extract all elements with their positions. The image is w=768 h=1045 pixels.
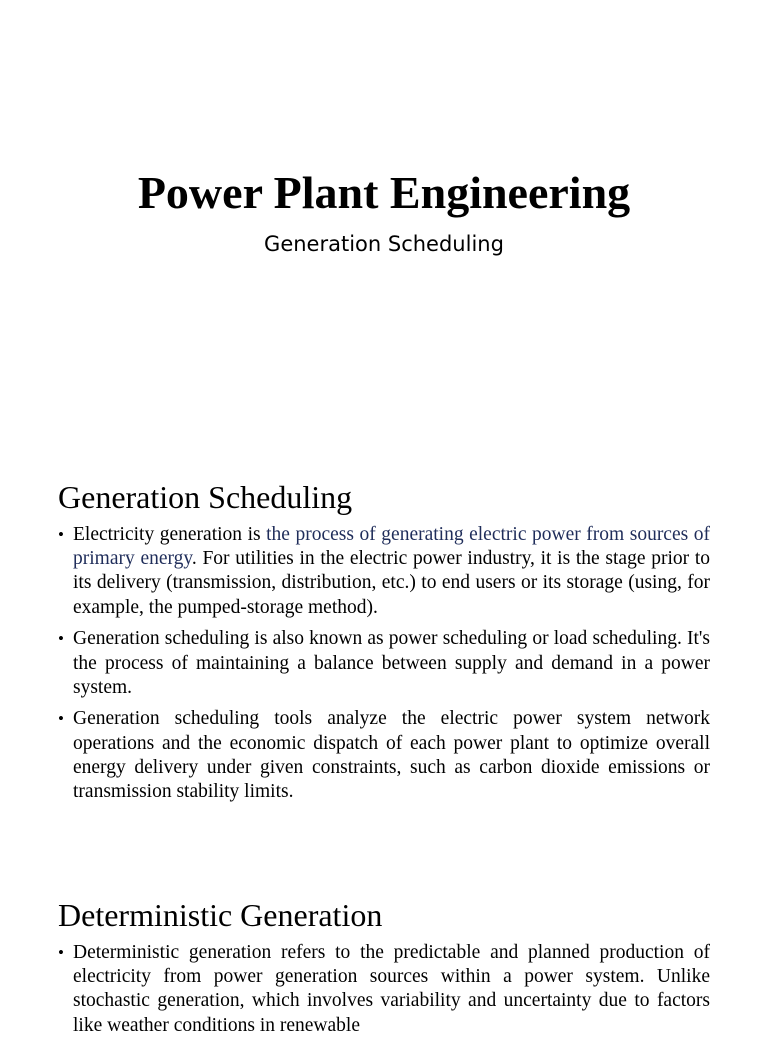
document-subtitle: Generation Scheduling <box>264 232 504 256</box>
bullet-icon: • <box>58 525 64 544</box>
bullet-item <box>58 941 710 1038</box>
bullet-list <box>58 523 710 804</box>
bullet-item <box>58 707 710 804</box>
bullet-item <box>58 523 710 620</box>
bullet-text: Generation scheduling tools analyze the electric power system network operations and the economic dispatch of each power plant to optimize overall energy delivery under given constraints, such as carbon dioxide emissions or transmission stability limits. <box>73 708 710 803</box>
bullet-list <box>58 941 710 1038</box>
bullet-icon: • <box>58 709 64 729</box>
bullet-text: . For utilities in the electric power industry, it is the stage prior to its delivery (transmission, distribution, etc.) to end users or its storage (using, for example, the pumped-storage method). <box>73 548 710 618</box>
section-deterministic-generation <box>58 895 710 1045</box>
section-heading: Generation Scheduling <box>58 479 353 515</box>
document-title: Power Plant Engineering <box>137 167 631 218</box>
bullet-text: Deterministic generation refers to the predictable and planned production of electricity from power generation sources within a power system. Unlike stochastic generation, which involves variability and uncertainty due to factors like weather conditions in renewable <box>73 942 710 1036</box>
bullet-item <box>58 627 710 700</box>
bullet-text: Generation scheduling is also known as power scheduling or load scheduling. It's the process of maintaining a balance between supply and demand in a power system. <box>73 628 710 698</box>
bullet-icon: • <box>58 943 64 962</box>
bullet-icon: • <box>58 629 64 649</box>
section-generation-scheduling <box>58 477 710 812</box>
section-heading: Deterministic Generation <box>58 897 383 933</box>
bullet-text: Electricity generation is <box>73 524 267 545</box>
highlighted-phrase: the process of generating electric power from sources of primary energy <box>73 524 710 570</box>
